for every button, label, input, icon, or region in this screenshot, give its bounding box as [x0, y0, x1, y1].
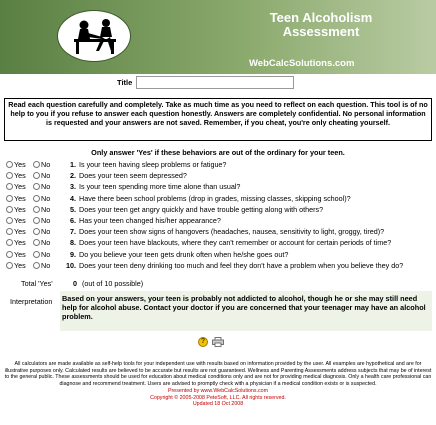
question-row-6: [6, 216, 434, 227]
presented-by-link[interactable]: Presented by www.WebCalcSolutions.com: [168, 387, 268, 394]
disclaimer-text: All calculators are made available as self-help tools for your independent use with results based on information provided by the user. All examples are hypothetical and are for illustrative purposes only. Calculated results are believed to be accurate but results are not guaranteed. Wellness and Parenting Assessments address subjects that may be of interest to the general public. These assessments should be used for education about medical conditions only and are not for providing medical diagnosis. Only a health care professional can diagnose and recommend treatment. Users are advised to promptly check with a physician if a medical condition exists or is suspected.: [4, 361, 432, 388]
yes-label: Yes: [14, 160, 26, 169]
yes-radio[interactable]: [6, 171, 26, 180]
question-text: Do you believe your teen gets drunk often when he/she goes out?: [79, 249, 289, 259]
title-input[interactable]: [136, 76, 294, 89]
question-row-2: [6, 171, 434, 182]
question-text: Does your teen deny drinking too much and feel they don't have a problem when you believe they do?: [79, 260, 404, 270]
yes-label: Yes: [14, 171, 26, 181]
logo: [57, 10, 131, 62]
radio-icon: [6, 195, 13, 202]
question-number: 9.: [70, 249, 76, 259]
question-text: Is your teen spending more time alone than usual?: [79, 182, 241, 192]
question-text: Does your teen have blackouts, where they can't remember or account for certain periods of time?: [79, 238, 392, 248]
answer-guidance: Only answer 'Yes' if these behaviors are out of the ordinary for your teen.: [91, 148, 345, 157]
question-row-10: [6, 261, 434, 272]
yes-radio[interactable]: [6, 216, 26, 225]
updated-text: Updated 18 Oct 2008: [192, 401, 244, 408]
yes-label: Yes: [14, 193, 26, 203]
yes-label: Yes: [14, 215, 26, 225]
no-radio[interactable]: [33, 216, 50, 225]
radio-icon: [6, 239, 13, 246]
no-label: No: [41, 193, 51, 203]
question-number: 10.: [66, 260, 76, 270]
yes-radio[interactable]: [6, 261, 26, 270]
radio-icon: [33, 206, 40, 213]
help-icon[interactable]: ?: [198, 337, 208, 347]
yes-radio[interactable]: [6, 160, 26, 169]
question-text: Is your teen having sleep problems or fatigue?: [79, 160, 227, 169]
no-radio[interactable]: [33, 227, 50, 236]
no-label: No: [41, 238, 51, 248]
yes-radio[interactable]: [6, 227, 26, 236]
no-label: No: [41, 204, 51, 214]
teen-silhouette-icon: [68, 17, 122, 57]
page-title: [236, 11, 406, 39]
question-number: 7.: [70, 227, 76, 237]
radio-icon: [6, 228, 13, 235]
no-radio[interactable]: [33, 205, 50, 214]
no-label: No: [41, 160, 51, 169]
question-text: Does your teen show signs of hangovers (headaches, nausea, sensitivity to light, groggy, tired)?: [79, 227, 385, 237]
radio-icon: [33, 183, 40, 190]
radio-icon: [33, 195, 40, 202]
question-number: 5.: [70, 204, 76, 214]
radio-icon: [33, 251, 40, 258]
instructions-box: Read each question carefully and completely. Take as much time as you need to reflect on each question. This tool is of no help to you if you refuse to answer each question honestly. Answers are completely confidential. No personal information is requested and your answers are not saved. Remember, if you cheat, you're only cheating yourself.: [4, 98, 432, 141]
radio-icon: [33, 172, 40, 179]
question-row-8: [6, 238, 434, 249]
toolbar: [198, 337, 224, 347]
no-radio[interactable]: [33, 171, 50, 180]
radio-icon: [6, 251, 13, 258]
yes-radio[interactable]: [6, 238, 26, 247]
radio-icon: [33, 161, 40, 168]
page-title-line2: Assessment: [282, 24, 360, 39]
question-row-7: [6, 227, 434, 238]
footer: [4, 361, 432, 408]
question-text: Does your teen seem depressed?: [79, 171, 187, 181]
total-row: [0, 279, 436, 290]
title-label: Title: [117, 78, 133, 87]
no-radio[interactable]: [33, 194, 50, 203]
question-row-9: [6, 250, 434, 261]
total-note: (out of 10 possible): [82, 279, 144, 288]
yes-label: Yes: [14, 182, 26, 192]
no-radio[interactable]: [33, 238, 50, 247]
yes-label: Yes: [14, 260, 26, 270]
radio-icon: [33, 228, 40, 235]
yes-radio[interactable]: [6, 205, 26, 214]
no-label: No: [41, 227, 51, 237]
question-number: 6.: [70, 215, 76, 225]
question-row-1: [6, 160, 434, 171]
yes-label: Yes: [14, 227, 26, 237]
radio-icon: [6, 206, 13, 213]
yes-label: Yes: [14, 249, 26, 259]
page-title-line1: Teen Alcoholism: [269, 10, 373, 25]
no-label: No: [41, 249, 51, 259]
total-value: 0: [73, 279, 77, 288]
question-number: 8.: [70, 238, 76, 248]
radio-icon: [33, 262, 40, 269]
interpretation-text: Based on your answers, your teen is probably not addicted to alcohol, though he or she may still need help for alcohol abuse. Contact your doctor if you are concerned that your teenager may have an alcohol problem.: [60, 291, 432, 331]
header-banner: [0, 0, 436, 74]
question-text: Have there been school problems (drop in grades, missing classes, skipping school)?: [79, 193, 351, 203]
no-label: No: [41, 260, 51, 270]
total-label: Total 'Yes': [21, 279, 53, 288]
printer-icon: [212, 337, 224, 347]
question-text: Has your teen changed his/her appearance?: [79, 215, 221, 225]
radio-icon: [6, 183, 13, 190]
question-list: [6, 160, 434, 272]
radio-icon: [6, 172, 13, 179]
yes-radio[interactable]: [6, 194, 26, 203]
interpretation-label: Interpretation: [10, 297, 53, 306]
no-label: No: [41, 171, 51, 181]
question-row-4: [6, 194, 434, 205]
question-number: 1.: [70, 160, 76, 169]
yes-radio[interactable]: [6, 182, 26, 191]
no-radio[interactable]: [33, 250, 50, 259]
print-icon[interactable]: [212, 337, 224, 347]
no-radio[interactable]: [33, 261, 50, 270]
title-row: [0, 76, 436, 90]
no-radio[interactable]: [33, 160, 50, 169]
site-name: WebCalcSolutions.com: [249, 58, 355, 69]
question-row-3: [6, 182, 434, 193]
yes-radio[interactable]: [6, 250, 26, 259]
question-number: 2.: [70, 171, 76, 181]
question-text: Does your teen get angry quickly and have trouble getting along with others?: [79, 204, 324, 214]
radio-icon: [33, 239, 40, 246]
no-label: No: [41, 215, 51, 225]
question-number: 3.: [70, 182, 76, 192]
radio-icon: [6, 161, 13, 168]
question-row-5: [6, 205, 434, 216]
yes-label: Yes: [14, 238, 26, 248]
radio-icon: [33, 217, 40, 224]
no-label: No: [41, 182, 51, 192]
no-radio[interactable]: [33, 182, 50, 191]
radio-icon: [6, 217, 13, 224]
question-number: 4.: [70, 193, 76, 203]
radio-icon: [6, 262, 13, 269]
yes-label: Yes: [14, 204, 26, 214]
copyright-text: Copyright © 2005-2008 PeteSoft, LLC. All rights reserved.: [150, 394, 286, 401]
